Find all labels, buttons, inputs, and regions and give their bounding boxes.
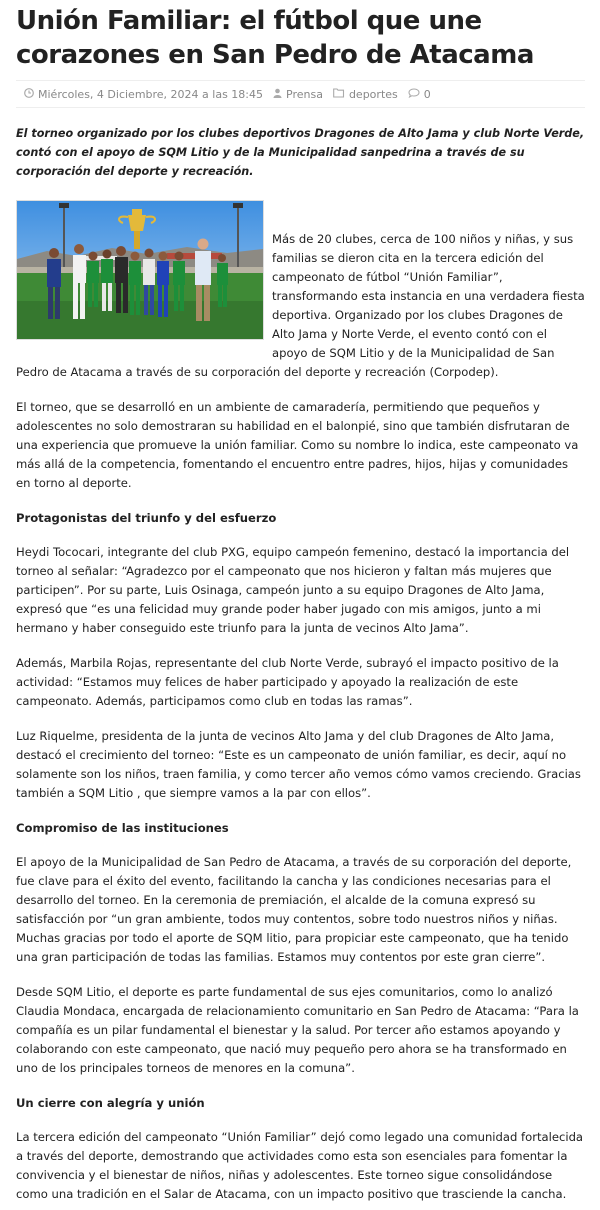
meta-category-link[interactable]: deportes (348, 87, 398, 101)
comment-icon (408, 88, 420, 101)
section-heading-cierre: Un cierre con alegría y unión (16, 1096, 205, 1110)
folder-icon (333, 88, 345, 101)
meta-comments[interactable] (408, 88, 431, 101)
paragraph-1: Más de 20 clubes, cerca de 100 niños y niñas, y sus familias se dieron cita en la tercera edición del campeonato de fútbol “Unión Familiar”, transformando esta instancia en una verdadera fiesta deportiva. Organizado por los clubes Dragones de Alto Jama y Norte Verde, el evento contó con el apoyo de SQM Litio y de la Municipalidad de San Pedro de Atacama a través de su corporación del deporte y recreación (Corpodep). (16, 232, 585, 379)
section-heading-compromiso: Compromiso de las instituciones (16, 821, 229, 835)
paragraph-8: La tercera edición del campeonato “Unión Familiar” dejó como legado una comunidad fortalecida a través del deporte, demostrando que actividades como esta son esenciales para fomentar la convivencia y el bienestar de niños, niñas y adolescentes. Este torneo sigue consolidándose como una tradición en el Salar de Atacama, con un impacto positivo que trasciende la cancha. (16, 1130, 584, 1201)
clock-icon (24, 88, 34, 101)
article-photo (16, 200, 264, 340)
meta-comments-count[interactable]: 0 (423, 87, 431, 101)
paragraph-4: Además, Marbila Rojas, representante del club Norte Verde, subrayó el impacto positivo de la actividad: “Estamos muy felices de haber participado y apoyado la realización de este campeonato. Además, participamos como club en todas las ramas”. (16, 656, 559, 708)
article-title: Unión Familiar: el fútbol que une corazones en San Pedro de Atacama (16, 6, 534, 70)
meta-author[interactable] (273, 88, 323, 101)
article-meta (16, 80, 585, 108)
meta-author-link[interactable]: Prensa (286, 87, 323, 101)
photo-football-team-trophy (17, 201, 263, 339)
paragraph-5: Luz Riquelme, presidenta de la junta de vecinos Alto Jama y del club Dragones de Alto Jama, destacó el crecimiento del torneo: “Este es un campeonato de unión familiar, es decir, aquí no solamente son los niños, traen familia, y como tercer año vemos cómo vamos creciendo. Gracias también a SQM Litio , que siempre vamos a la par con ellos”. (16, 729, 581, 800)
paragraph-3: Heydi Tococari, integrante del club PXG, equipo campeón femenino, destacó la importancia del torneo al señalar: “Agradezco por el campeonato que nos hicieron y faltan más mujeres que participen”. Por su parte, Luis Osinaga, campeón junto a su equipo Dragones de Alto Jama, expresó que “es una felicidad muy grande poder haber jugado con mis amigos, junto a mi hermano y haber conseguido este triunfo para la junta de vecinos Alto Jama”. (16, 545, 570, 635)
user-icon (273, 88, 282, 101)
paragraph-6: El apoyo de la Municipalidad de San Pedro de Atacama, a través de su corporación del deporte, fue clave para el éxito del evento, facilitando la cancha y las condiciones necesarias para el desarrollo del torneo. En la ceremonia de premiación, el alcalde de la comuna expresó su satisfacción por “un gran ambiente, todos muy contentos, sobre todo nuestros niños y niñas. Muchas gracias por todo el aporte de SQM litio, para propiciar este campeonato, que ha tenido una gran participación de todas las familias. Estamos muy contentos por este gran cierre”. (16, 855, 572, 964)
meta-date-text: Miércoles, 4 Diciembre, 2024 a las 18:45 (38, 87, 264, 101)
meta-date (24, 88, 263, 101)
paragraph-7: Desde SQM Litio, el deporte es parte fundamental de sus ejes comunitarios, como lo analizó Claudia Mondaca, encargada de relacionamiento comunitario en San Pedro de Atacama: “Para la compañía es un pilar fundamental el bienestar y la salud. Por tercer año estamos apoyando y colaborando con este campeonato, que nació muy pequeño pero ahora se ha transformado en uno de los principales torneos de menores en la comuna”. (16, 985, 579, 1075)
article-lead: El torneo organizado por los clubes deportivos Dragones de Alto Jama y club Norte Verde, contó con el apoyo de SQM Litio y de la Municipalidad sanpedrina a través de su corporación del deporte y recreación. (16, 127, 585, 178)
section-heading-protagonistas: Protagonistas del triunfo y del esfuerzo (16, 511, 277, 525)
meta-category[interactable] (333, 88, 398, 101)
paragraph-2: El torneo, que se desarrolló en un ambiente de camaradería, permitiendo que pequeños y adolescentes no solo demostraran su habilidad en el balonpié, sino que también disfrutaran de una experiencia que promueve la unión familiar. Como su nombre lo indica, este campeonato va más allá de la competencia, fomentando el encuentro entre padres, hijos, hijas y comunidades en torno al deporte. (16, 400, 579, 490)
